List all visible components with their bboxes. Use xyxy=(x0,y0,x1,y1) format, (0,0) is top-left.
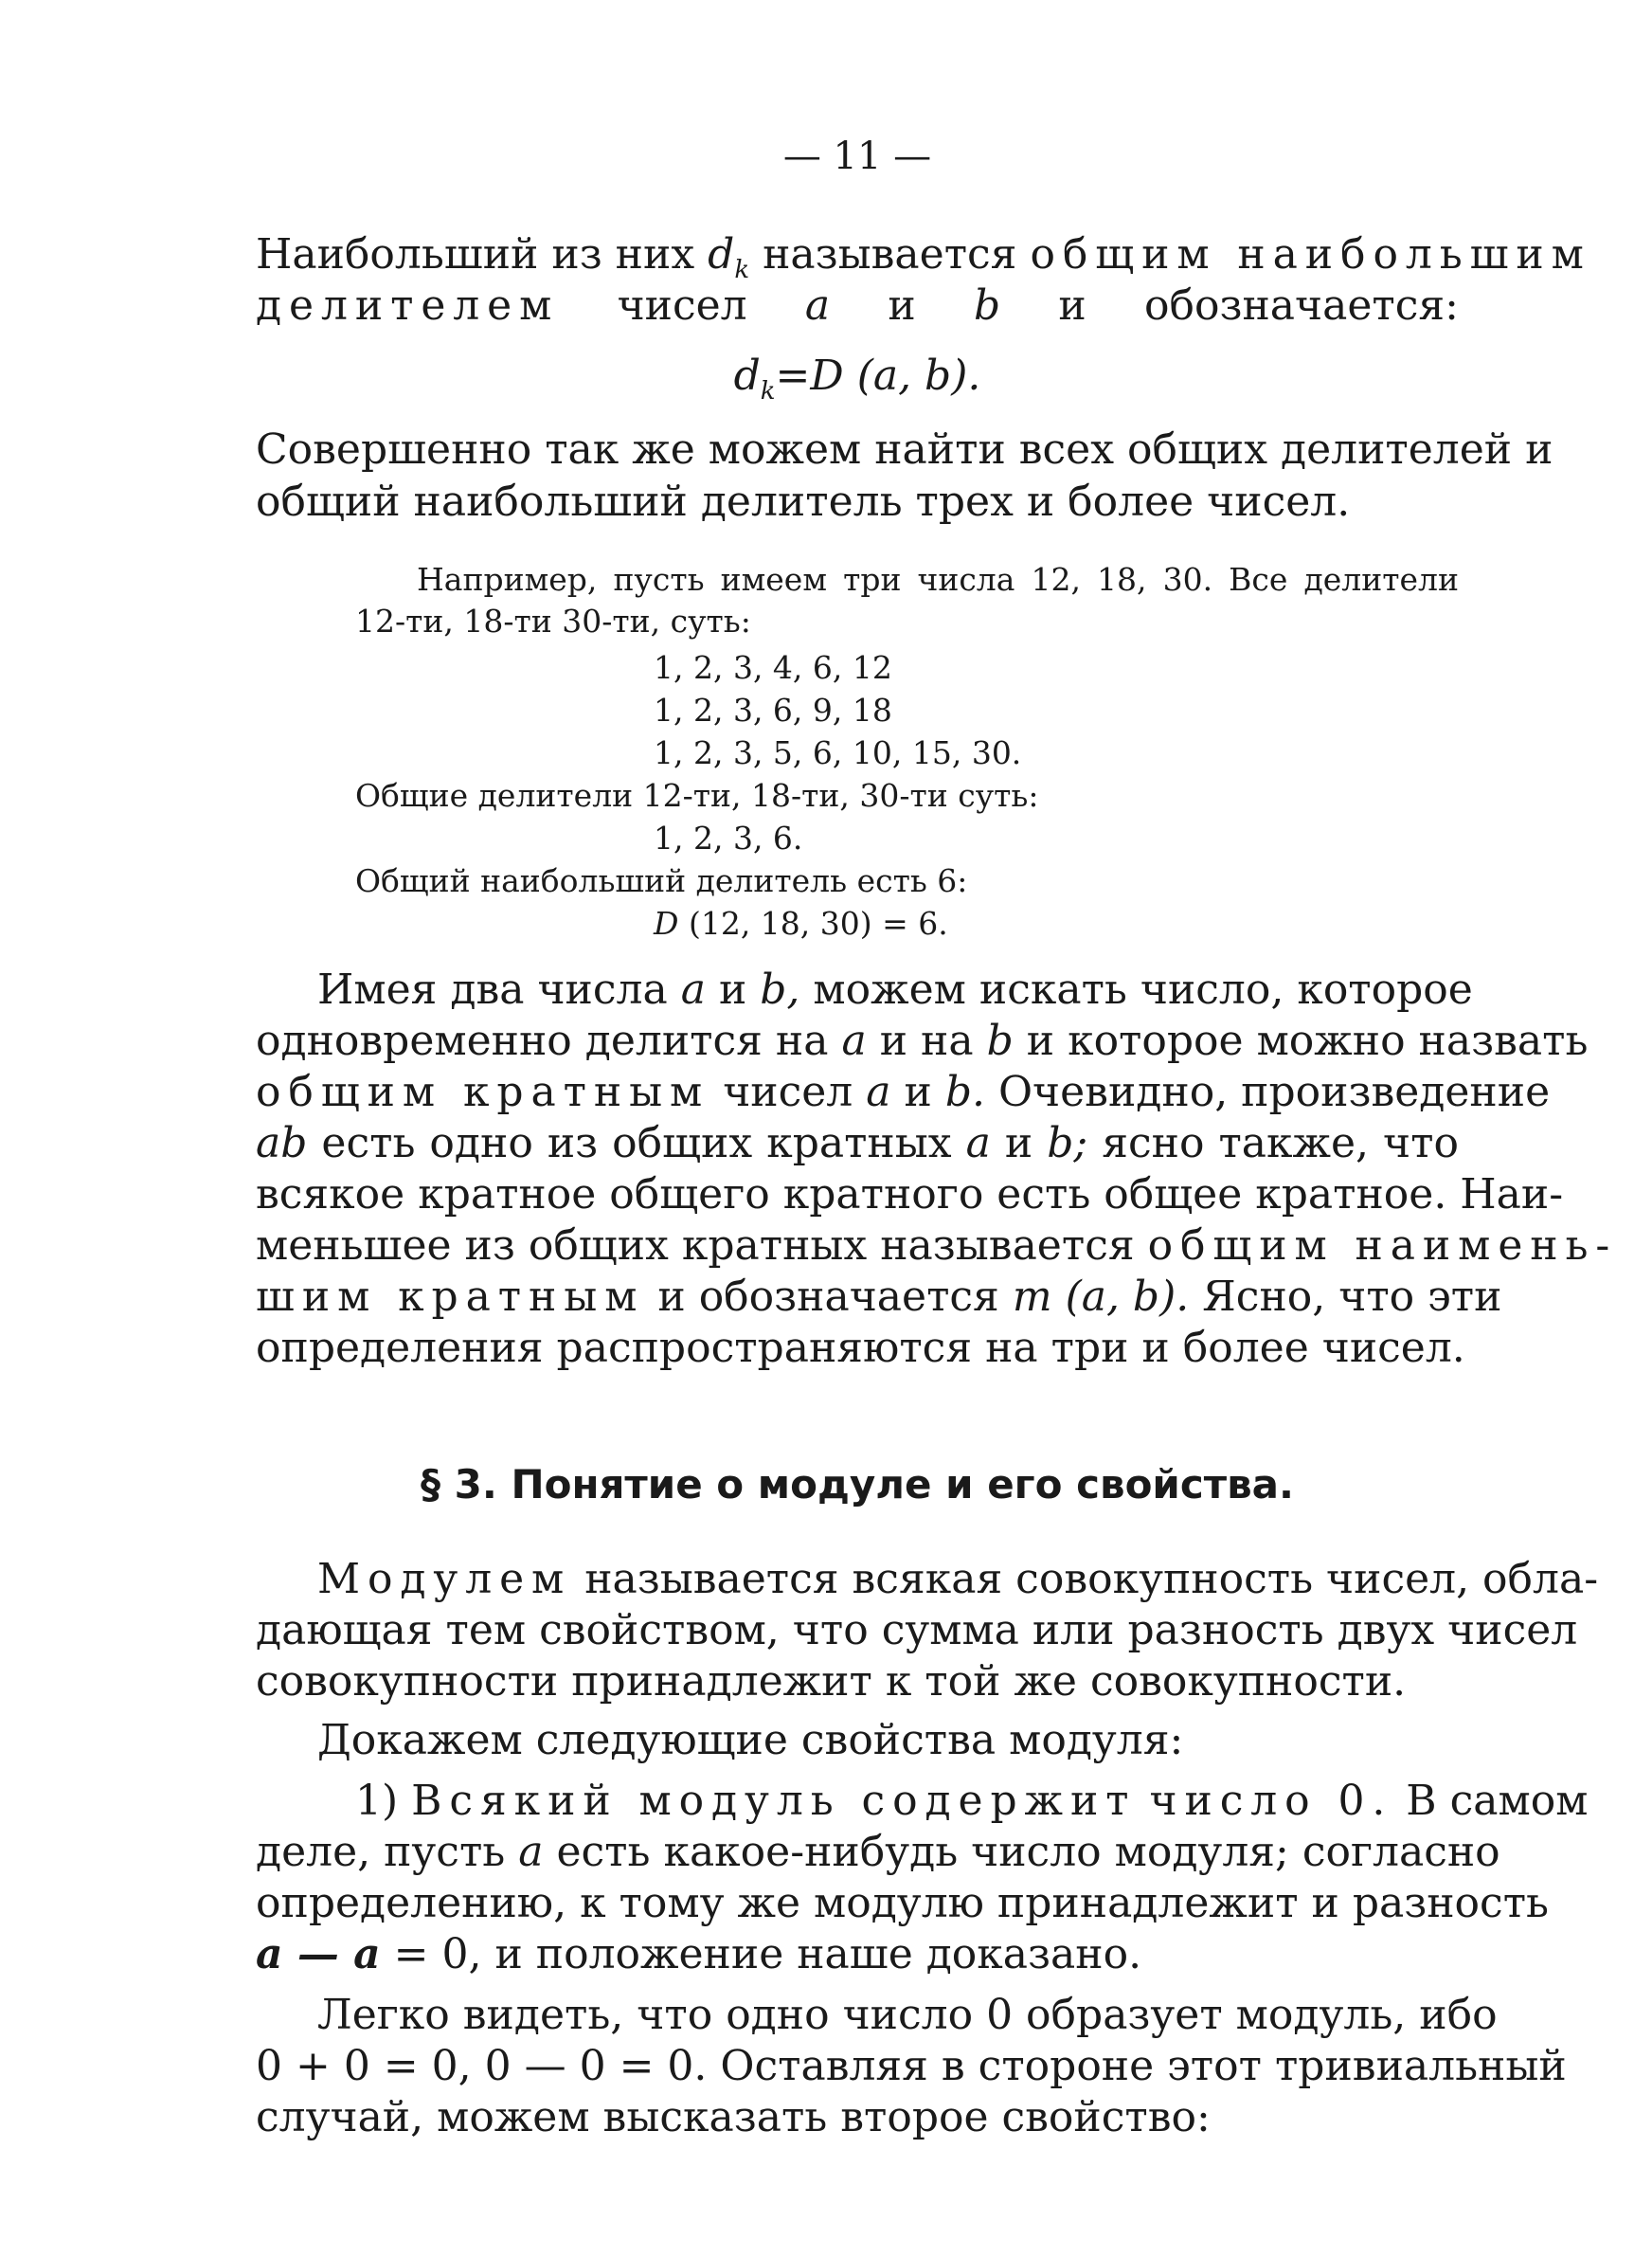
math-var: a xyxy=(841,1017,867,1065)
paragraph-lcm-line-5: всякое кратное общего кратного есть общее кратное. Наи- xyxy=(256,1170,1564,1219)
text: меньшее из общих кратных называется xyxy=(256,1221,1135,1270)
formula-gcd xyxy=(256,351,1459,417)
text: и обозначается xyxy=(657,1273,999,1321)
common-divisors: 1, 2, 3, 6. xyxy=(654,820,803,857)
math-var: D xyxy=(810,352,844,400)
math-d-k xyxy=(708,230,750,284)
section-heading: § 3. Понятие о модуле и его свойства. xyxy=(421,1461,1294,1508)
math-var: a xyxy=(680,966,706,1014)
text: есть какое-нибудь число модуля; согласно xyxy=(556,1828,1500,1876)
paragraph-lcm-line-7 xyxy=(256,1272,1502,1323)
text: деле, пусть xyxy=(256,1828,506,1876)
text: Очевидно, произведение xyxy=(997,1068,1551,1116)
property-1-line-1 xyxy=(355,1776,1589,1827)
text: называется xyxy=(763,230,1017,279)
math-var: d xyxy=(708,230,735,279)
emphasized-term: делителем xyxy=(256,281,560,330)
paragraph-lcm-line-6 xyxy=(256,1220,1618,1272)
paragraph-2-line-1: Совершенно так же можем найти всех общих делителей и xyxy=(256,425,1553,474)
math-expression: (a, b). xyxy=(843,352,981,400)
paragraph-lcm-line-4 xyxy=(256,1118,1459,1169)
module-definition-line-2: дающая тем свойством, что сумма или разность двух чисел xyxy=(256,1606,1578,1654)
text: и xyxy=(1004,1119,1033,1167)
math-expression: (12, 18, 30) = 6. xyxy=(678,905,948,942)
math-var: b; xyxy=(1047,1119,1088,1167)
emphasized-term: общим кратным xyxy=(256,1068,710,1116)
math-var: a xyxy=(965,1119,991,1167)
paragraph-lcm-line-2 xyxy=(256,1016,1589,1067)
text: есть одно из общих кратных xyxy=(321,1119,952,1167)
emphasized-term: общим наимень- xyxy=(1147,1221,1618,1270)
divisors-12: 1, 2, 3, 4, 6, 12 xyxy=(654,649,892,686)
text: можем искать число, которое xyxy=(813,966,1473,1014)
emphasized-term: общим наибольшим xyxy=(1030,230,1591,279)
example-line-1: Например, пусть имеем три числа 12, 18, 30. Все делители xyxy=(417,561,1459,598)
list-number: 1) xyxy=(355,1777,399,1825)
example-line-4: Общий наибольший делитель есть 6: xyxy=(355,862,968,899)
math-equals: = xyxy=(775,352,811,400)
text: Наибольший из них xyxy=(256,230,695,279)
property-1-line-2 xyxy=(256,1827,1500,1878)
math-expression: a — a xyxy=(256,1930,381,1978)
paragraph-2-line-2: общий наибольший делитель трех и более чисел. xyxy=(256,478,1351,526)
text: В самом xyxy=(1406,1777,1589,1825)
math-subscript: k xyxy=(734,255,750,284)
text: и xyxy=(888,281,916,330)
emphasized-term: шим кратным xyxy=(256,1273,645,1321)
text: и xyxy=(904,1068,932,1116)
trivial-module-line-2: 0 + 0 = 0, 0 — 0 = 0. Оставляя в стороне этот тривиальный xyxy=(256,2042,1567,2090)
math-var: b. xyxy=(944,1068,985,1116)
example-line-3: Общие делители 12-ти, 18-ти, 30-ти суть: xyxy=(355,777,1039,814)
emphasized-term: число 0. xyxy=(1149,1777,1393,1825)
text: = 0, и положение наше доказано. xyxy=(380,1930,1142,1978)
math-subscript: k xyxy=(760,376,776,406)
paragraph-lcm-line-1 xyxy=(317,965,1473,1016)
math-var: a xyxy=(804,281,831,330)
math-expression: (a, b). xyxy=(1065,1273,1190,1321)
property-1-line-3: определению, к тому же модулю принадлежит и разность xyxy=(256,1879,1549,1927)
math-var: d xyxy=(733,352,761,400)
math-var: ab xyxy=(256,1119,308,1167)
paragraph-gcd-line-2 xyxy=(256,280,1459,332)
module-definition-line-3: совокупности принадлежит к той же совокупности. xyxy=(256,1657,1407,1706)
module-definition-line-1 xyxy=(317,1554,1599,1605)
math-var: a xyxy=(518,1828,544,1876)
text: и xyxy=(718,966,747,1014)
text: Имея два числа xyxy=(317,966,668,1014)
trivial-module-line-3: случай, можем высказать второе свойство: xyxy=(256,2093,1211,2141)
text: одновременно делится на xyxy=(256,1017,829,1065)
math-var: b, xyxy=(760,966,800,1014)
example-line-2: 12-ти, 18-ти 30-ти, суть: xyxy=(355,603,751,640)
math-var: b xyxy=(973,281,1001,330)
text: и которое можно назвать xyxy=(1026,1017,1589,1065)
text: называется всякая совокупность чисел, обла- xyxy=(584,1555,1599,1603)
math-var: m xyxy=(1012,1273,1052,1321)
math-var: b xyxy=(986,1017,1014,1065)
math-var: D xyxy=(654,905,679,942)
page-number: — 11 — xyxy=(782,135,932,178)
math-var: a xyxy=(866,1068,891,1116)
text: и на xyxy=(879,1017,974,1065)
text: и обозначается: xyxy=(1058,281,1459,330)
text: Ясно, что эти xyxy=(1202,1273,1502,1321)
divisors-30: 1, 2, 3, 5, 6, 10, 15, 30. xyxy=(654,734,1022,771)
properties-intro: Докажем следующие свойства модуля: xyxy=(317,1716,1184,1764)
paragraph-lcm-line-3 xyxy=(256,1067,1551,1118)
emphasized-term: Модулем xyxy=(317,1555,572,1603)
text: ясно также, что xyxy=(1102,1119,1459,1167)
emphasized-term: Всякий модуль содержит xyxy=(411,1777,1137,1825)
text: чисел xyxy=(723,1068,853,1116)
divisors-18: 1, 2, 3, 6, 9, 18 xyxy=(654,692,892,729)
example-gcd-formula xyxy=(654,903,1652,945)
text: чисел xyxy=(617,281,747,330)
trivial-module-line-1: Легко видеть, что одно число 0 образует модуль, ибо xyxy=(317,1991,1498,2039)
paragraph-lcm-line-8: определения распространяются на три и более чисел. xyxy=(256,1324,1465,1372)
property-1-line-4 xyxy=(256,1929,1459,1980)
